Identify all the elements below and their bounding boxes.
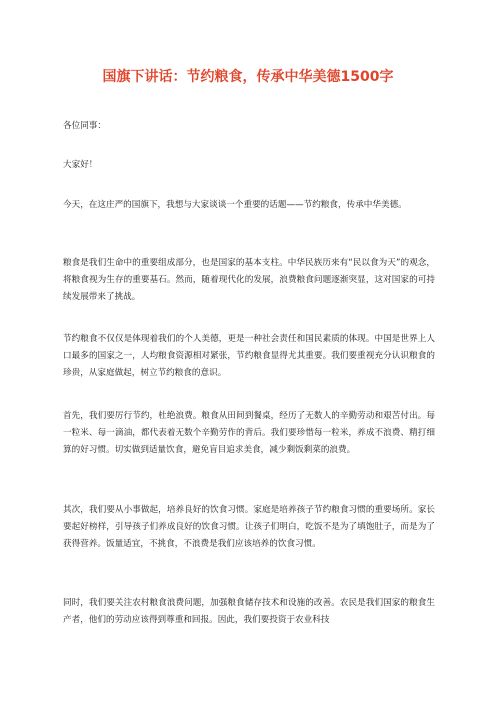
salutation: 各位同事：	[63, 121, 106, 131]
paragraph-5: 其次，我们要从小事做起，培养良好的饮食习惯。家庭是培养孩子节约粮食习惯的重要场所。家长要起好榜样，引导孩子们养成良好的饮食习惯。让孩子们明白，吃饭不是为了填饱肚子，而是为了获得营养。饭量适宜，不挑食，不浪费是我们应该培养的饮食习惯。	[63, 505, 435, 549]
paragraph-4: 首先，我们要厉行节约，杜绝浪费。粮食从田间到餐桌，经历了无数人的辛勤劳动和艰苦付出。每一粒米、每一滴油，都代表着无数个辛勤劳作的背后。我们要珍惜每一粒米，养成不浪费、精打细算的好习惯。切实做到适量饮食，避免盲目追求美食，减少剩饭剩菜的浪费。	[63, 411, 435, 455]
paragraph-2: 粮食是我们生命中的重要组成部分，也是国家的基本支柱。中华民族历来有“民以食为天”的观念，将粮食视为生存的重要基石。然而，随着现代化的发展，浪费粮食问题逐渐突显，这对国家的可持续发展带来了挑战。	[63, 258, 435, 302]
greeting: 大家好！	[63, 160, 98, 170]
paragraph-3: 节约粮食不仅仅是体现着我们的个人美德，更是一种社会责任和国民素质的体现。中国是世界上人口最多的国家之一，人均粮食资源相对紧张，节约粮食显得尤其重要。我们要重视充分认识粮食的珍贵，从家庭做起，树立节约粮食的意识。	[63, 334, 435, 378]
paragraph-6: 同时，我们要关注农村粮食浪费问题，加强粮食储存技术和设施的改善。农民是我们国家的粮食生产者，他们的劳动应该得到尊重和回报。因此，我们要投资于农业科技	[63, 598, 435, 625]
document-title: 国旗下讲话：节约粮食，传承中华美德1500字	[102, 69, 394, 85]
paragraph-1: 今天，在这庄严的国旗下，我想与大家谈谈一个重要的话题——节约粮食，传承中华美德。	[63, 200, 407, 210]
